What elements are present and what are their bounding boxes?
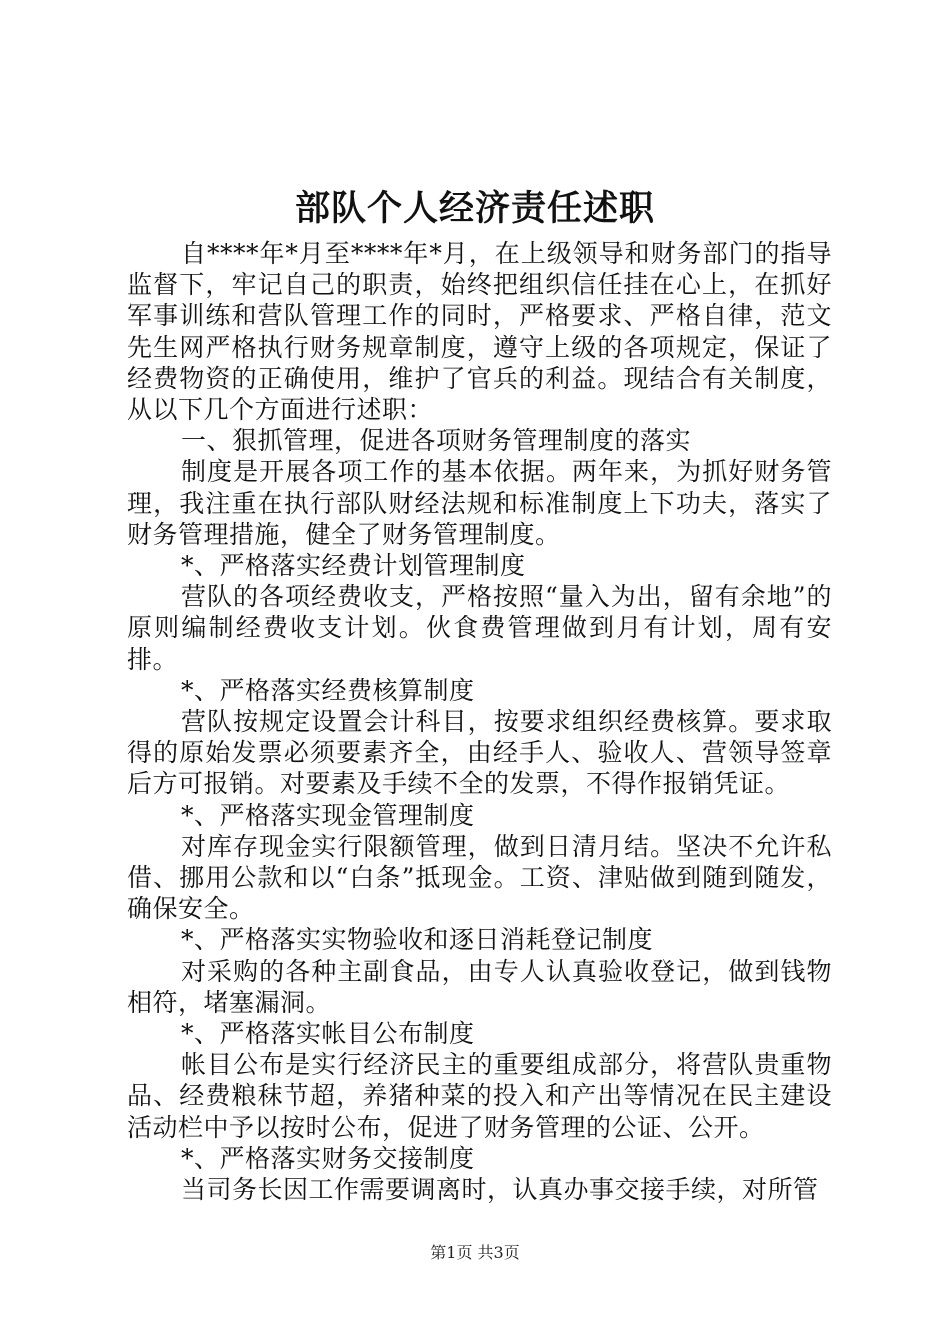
body-paragraph: 营队的各项经费收支，严格按照“量入为出，留有余地”的原则编制经费收支计划。伙食费管理做到月有计划，周有安排。	[127, 582, 832, 674]
subsection-heading: *、严格落实现金管理制度	[181, 800, 475, 830]
page-number-footer: 第1页 共3页	[430, 1243, 520, 1262]
body-paragraph: 对库存现金实行限额管理，做到日清月结。坚决不允许私借、挪用公款和以“白条”抵现金。工资、津贴做到随到随发，确保安全。	[127, 831, 832, 924]
body-paragraph: 对采购的各种主副食品，由专人认真验收登记，做到钱物相符，堵塞漏洞。	[127, 956, 832, 1017]
body-paragraph: 制度是开展各项工作的基本依据。两年来，为抓好财务管理，我注重在执行部队财经法规和标准制度上下功夫，落实了财务管理措施，健全了财务管理制度。	[127, 457, 832, 549]
subsection-heading: *、严格落实帐目公布制度	[181, 1019, 475, 1049]
subsection-heading: *、严格落实实物验收和逐日消耗登记制度	[181, 925, 654, 955]
body-paragraph: 帐目公布是实行经济民主的重要组成部分，将营队贵重物品、经费粮秣节超，养猪种菜的投入和产出等情况在民主建设活动栏中予以按时公布，促进了财务管理的公证、公开。	[127, 1050, 832, 1142]
subsection-heading: *、严格落实经费核算制度	[181, 675, 475, 705]
document-body	[127, 238, 832, 1205]
subsection-heading: *、严格落实财务交接制度	[181, 1143, 475, 1173]
body-paragraph: 营队按规定设置会计科目，按要求组织经费核算。要求取得的原始发票必须要素齐全，由经手人、验收人、营领导签章后方可报销。对要素及手续不全的发票，不得作报销凭证。	[127, 707, 832, 799]
body-paragraph: 自****年*月至****年*月，在上级领导和财务部门的指导监督下，牢记自己的职责，始终把组织信任挂在心上，在抓好军事训练和营队管理工作的同时，严格要求、严格自律，范文先生网严格执行财务规章制度，遵守上级的各项规定，保证了经费物资的正确使用，维护了官兵的利益。现结合有关制度，从以下几个方面进行述职：	[127, 239, 832, 425]
subsection-heading: *、严格落实经费计划管理制度	[181, 551, 526, 581]
body-paragraph: 当司务长因工作需要调离时，认真办事交接手续，对所管	[181, 1175, 819, 1205]
section-heading: 一、狠抓管理，促进各项财务管理制度的落实	[181, 426, 692, 456]
document-title: 部队个人经济责任述职	[294, 188, 655, 229]
